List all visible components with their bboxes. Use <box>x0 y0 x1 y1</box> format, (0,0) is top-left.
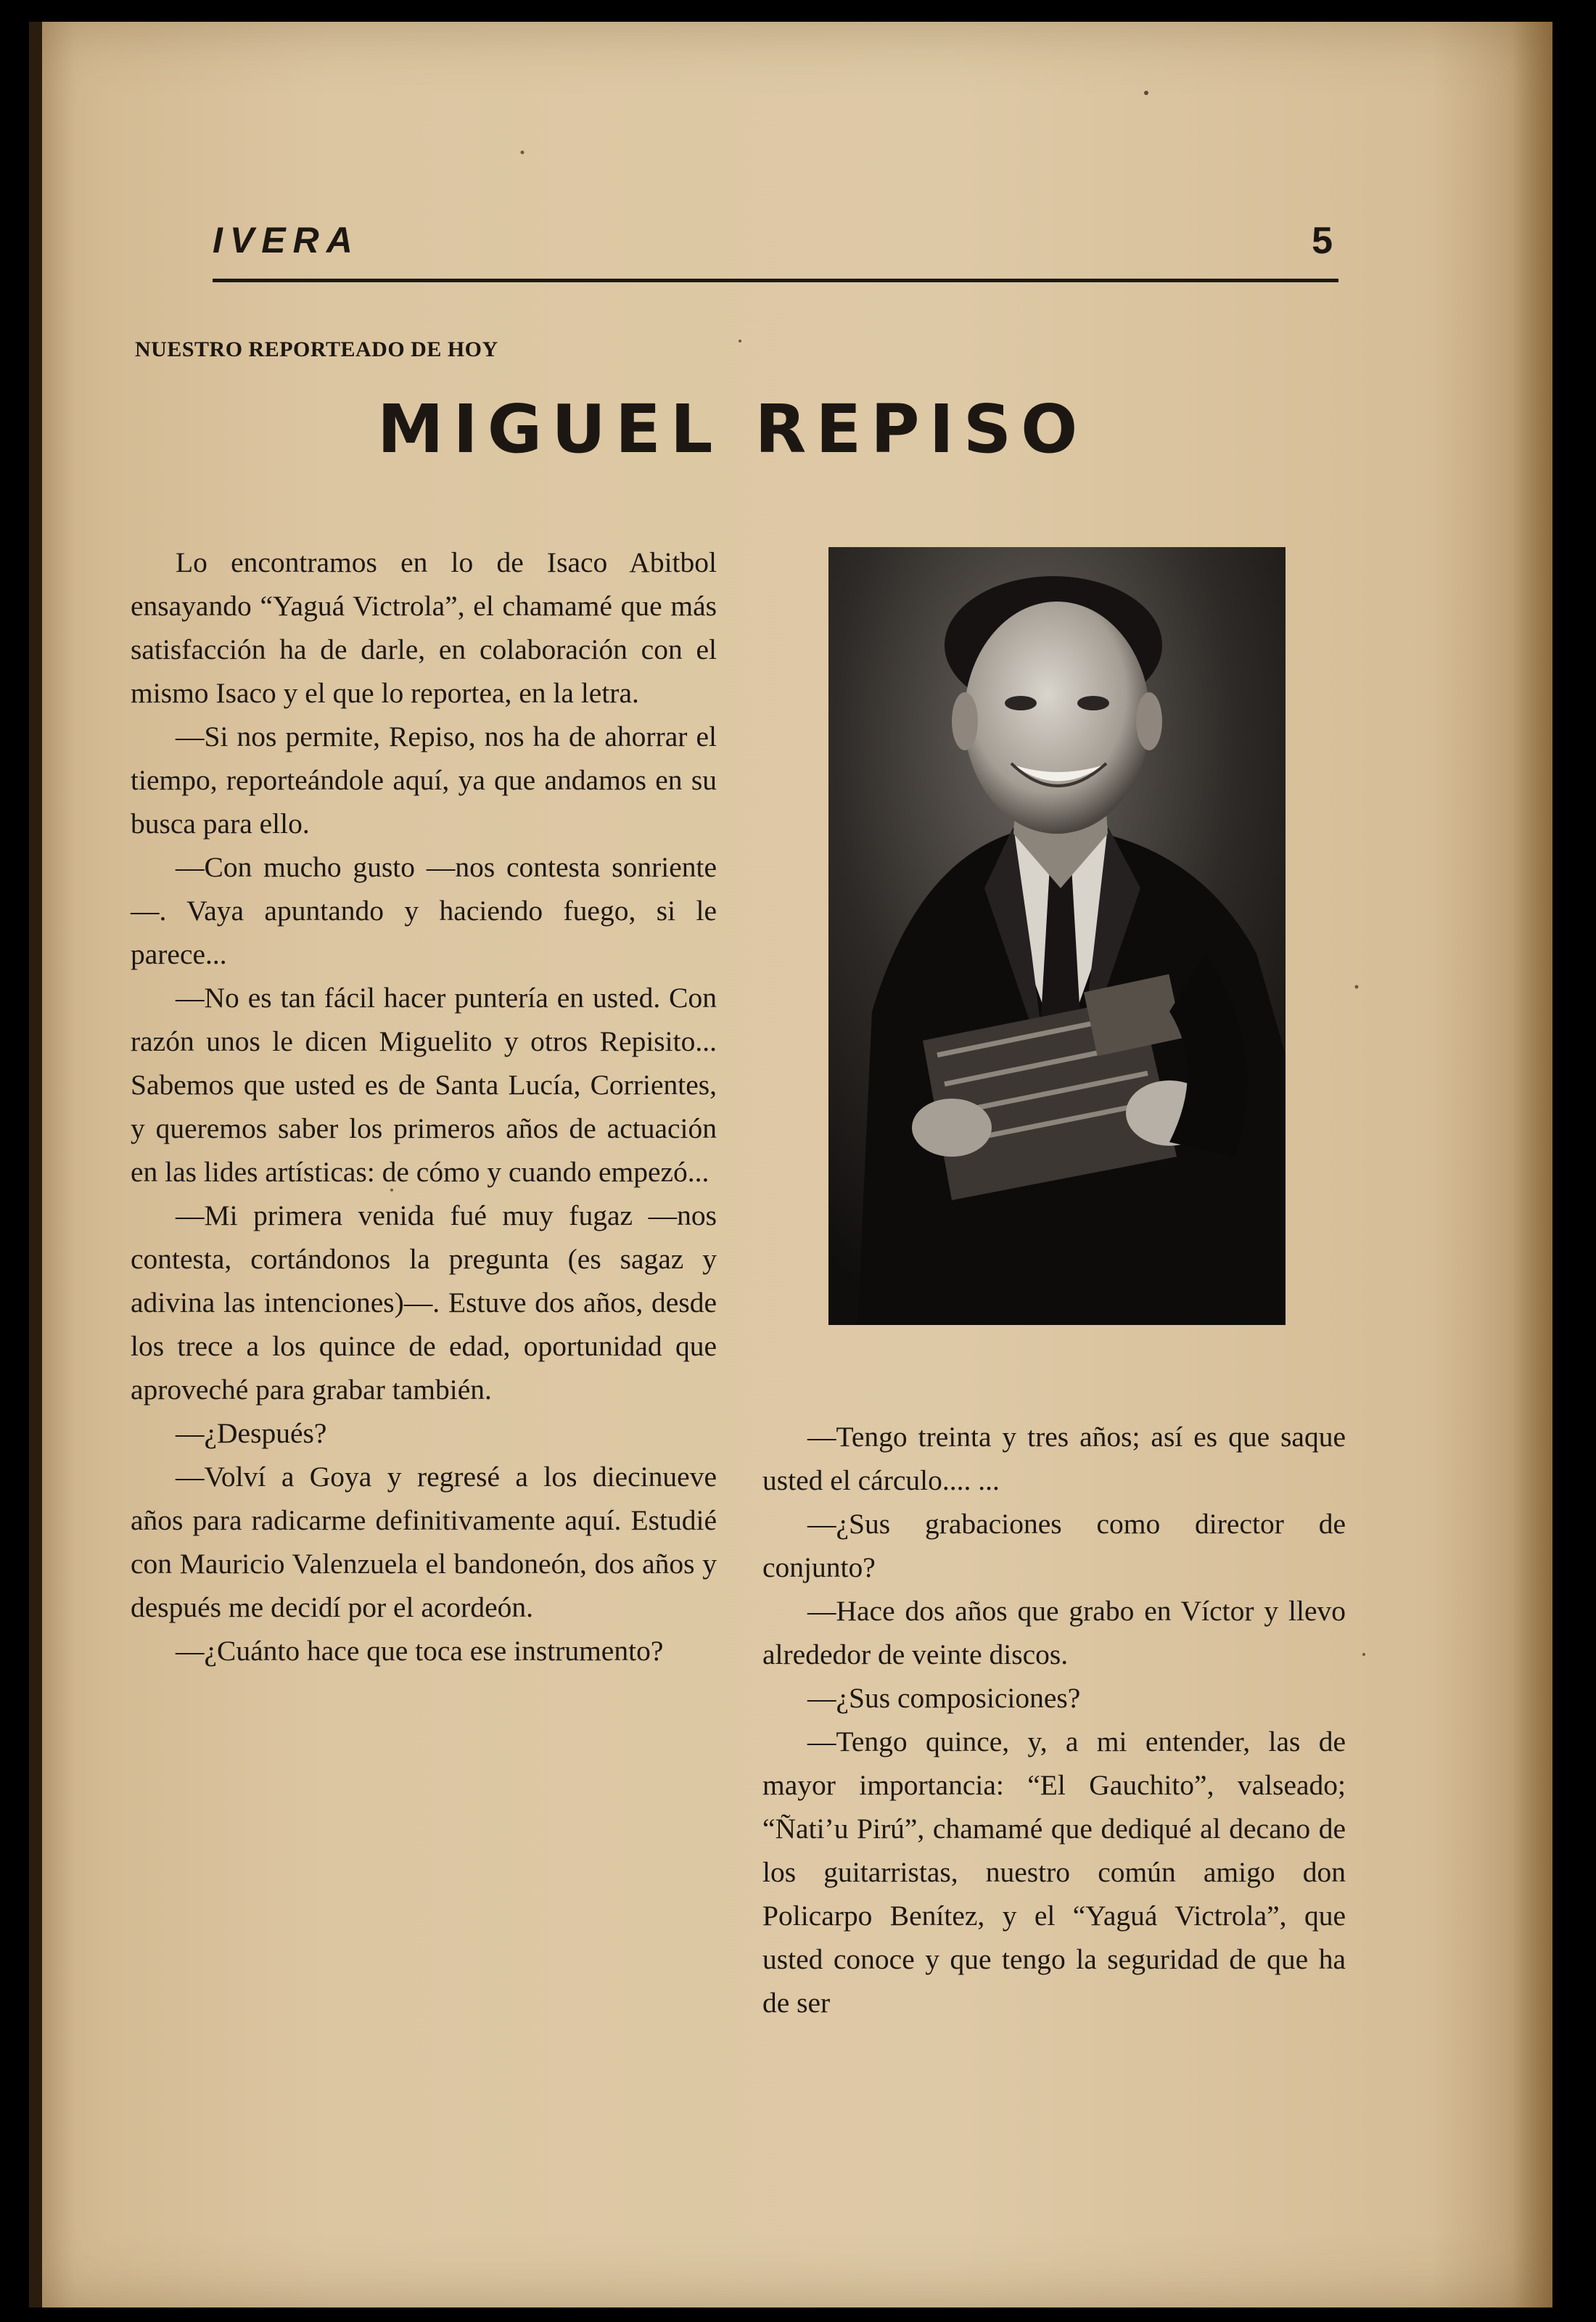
paragraph: —¿Después? <box>176 1417 327 1449</box>
paragraph: —¿Sus composiciones? <box>807 1682 1081 1714</box>
page-edge-shadow <box>1513 22 1552 2307</box>
running-head-title: IVERA <box>213 220 360 260</box>
paragraph: —Tengo quince, y, a mi entender, las de mayor importancia: “El Gauchito”, valseado; “Ñati’u Pirú”, chamamé que dediqué al decano de los guitarristas, nuestro común amigo don Policarpo Benítez, y el “Yaguá Victrola”, que usted conoce y que tengo la seguridad de que ha de ser <box>762 1726 1346 2019</box>
header-rule <box>213 279 1338 282</box>
paragraph: —Hace dos años que grabo en Víctor y llevo alrededor de veinte discos. <box>762 1595 1346 1670</box>
article-headline: MIGUEL REPISO <box>377 390 1087 468</box>
paragraph: —Si nos permite, Repiso, nos ha de ahorrar el tiempo, reporteándole aquí, ya que andamos en su busca para ello. <box>131 721 717 840</box>
paragraph: —Mi primera venida fué muy fugaz —nos contesta, cortándonos la pregunta (es sagaz y adivina las intenciones)—. Estuve dos años, desde los trece a los quince de edad, oportunidad que aproveché para grabar también. <box>131 1199 717 1406</box>
paragraph: —No es tan fácil hacer puntería en usted. Con razón unos le dicen Miguelito y otros Repisito... Sabemos que usted es de Santa Lucía, Corrientes, y queremos saber los primeros años de actuación en las lides artísticas: de cómo y cuando empezó... <box>131 982 717 1188</box>
page-gutter <box>29 22 42 2307</box>
portrait-illustration <box>828 547 1286 1325</box>
paragraph: Lo encontramos en lo de Isaco Abitbol ensayando “Yaguá Victrola”, el chamamé que más satisfacción ha de darle, en colaboración con el mismo Isaco y el que lo reportea, en la letra. <box>131 546 717 709</box>
article-kicker: NUESTRO REPORTEADO DE HOY <box>135 337 498 361</box>
paragraph: —Tengo treinta y tres años; así es que saque usted el cárculo.... ... <box>762 1421 1346 1496</box>
paragraph: —¿Cuánto hace que toca ese instrumento? <box>176 1635 664 1667</box>
paragraph: —Con mucho gusto —nos contesta sonriente—. Vaya apuntando y haciendo fuego, si le parece... <box>131 851 717 970</box>
right-column <box>762 1415 1346 2024</box>
paragraph: —Volví a Goya y regresé a los diecinueve años para radicarme definitivamente aquí. Estudié con Mauricio Valenzuela el bandoneón, dos años y después me decidí por el acordeón. <box>131 1461 717 1623</box>
paragraph: —¿Sus grabaciones como director de conjunto? <box>762 1508 1346 1583</box>
left-column <box>131 541 717 1673</box>
running-head <box>213 219 1338 270</box>
page-number: 5 <box>1312 220 1333 262</box>
portrait-photo <box>828 547 1286 1325</box>
